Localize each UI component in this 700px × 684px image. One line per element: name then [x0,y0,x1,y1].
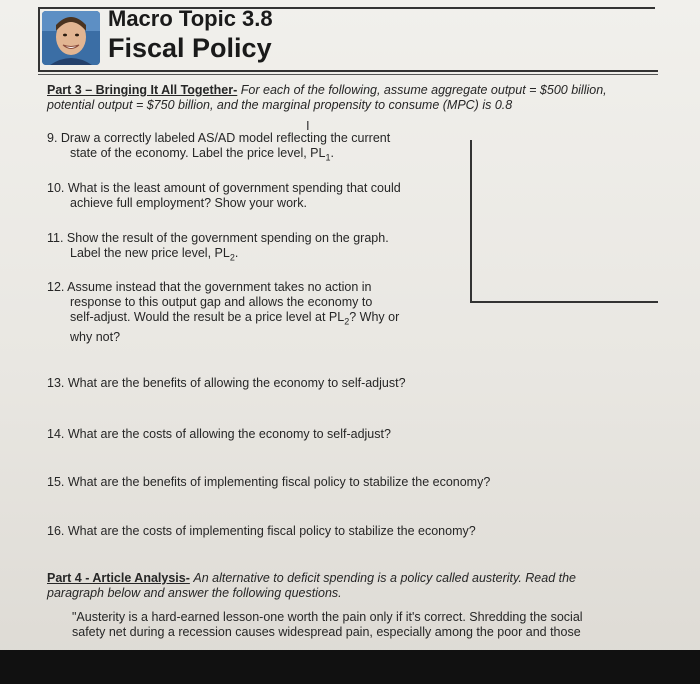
q11-subscript: 2 [229,252,235,263]
page-title: Fiscal Policy [108,33,272,63]
question-11: 11. Show the result of the government spending on the graph. Label the new price level, $PL_2$. [47,231,389,263]
question-14: 14. What are the costs of allowing the economy to self-adjust? [47,427,391,441]
article-quote [72,610,672,640]
q12-line1: 12. Assume instead that the government takes no action in [47,280,372,294]
q12-line3-suffix: ? Why or [349,310,400,324]
part4-intro-line1: An alternative to deficit spending is a policy called austerity. Read the [193,571,576,585]
q11-line1: 11. Show the result of the government spending on the graph. [47,231,389,245]
q10-line2: achieve full employment? Show your work. [70,196,307,210]
bottom-shadow-bar [0,650,700,684]
question-10 [47,181,401,211]
question-12 [47,280,399,345]
q12-line3: self-adjust. Would the result be a price level at PL [70,310,345,324]
part3-intro [47,83,662,113]
header-divider [38,70,658,72]
graph-y-axis [470,140,472,303]
quote-line2: safety net during a recession causes widespread pain, especially among the poor and those [72,625,581,639]
part3-intro-line2: potential output = $750 billion, and the marginal propensity to consume (MPC) is 0.8 [47,98,513,112]
part4-intro [47,571,667,601]
part3-intro-line1: For each of the following, assume aggregate output = $500 billion, [240,83,607,97]
q10-line1: 10. What is the least amount of government spending that could [47,181,401,195]
q9-subscript: 1 [325,152,331,163]
question-13: 13. What are the benefits of allowing the economy to self-adjust? [47,376,406,390]
q9-line1: 9. Draw a correctly labeled AS/AD model reflecting the current [47,131,391,145]
graph-x-axis [470,301,658,303]
teacher-photo [42,11,100,65]
question-15: 15. What are the benefits of implementing fiscal policy to stabilize the economy? [47,475,491,489]
part4-heading: Part 4 - Article Analysis- [47,571,190,585]
q9-line2: state of the economy. Label the price level, PL [70,146,326,160]
q12-subscript: 2 [344,316,350,327]
q11-line2: Label the new price level, PL [70,246,230,260]
header-divider-thin [38,74,658,75]
question-9: 9. Draw a correctly labeled AS/AD model reflecting the current state of the economy. Label the price level, $PL_1$. [47,131,391,163]
part3-heading: Part 3 – Bringing It All Together- [47,83,238,97]
q12-line4: why not? [70,329,121,344]
question-16: 16. What are the costs of implementing fiscal policy to stabilize the economy? [47,524,476,538]
quote-line1: "Austerity is a hard-earned lesson-one worth the pain only if it's correct. Shredding the social [72,610,583,624]
topic-number: Macro Topic 3.8 [108,6,273,31]
part4-intro-line2: paragraph below and answer the following questions. [47,586,342,600]
q12-line2: response to this output gap and allows the economy to [70,295,373,309]
text-cursor-icon: I [306,118,310,133]
